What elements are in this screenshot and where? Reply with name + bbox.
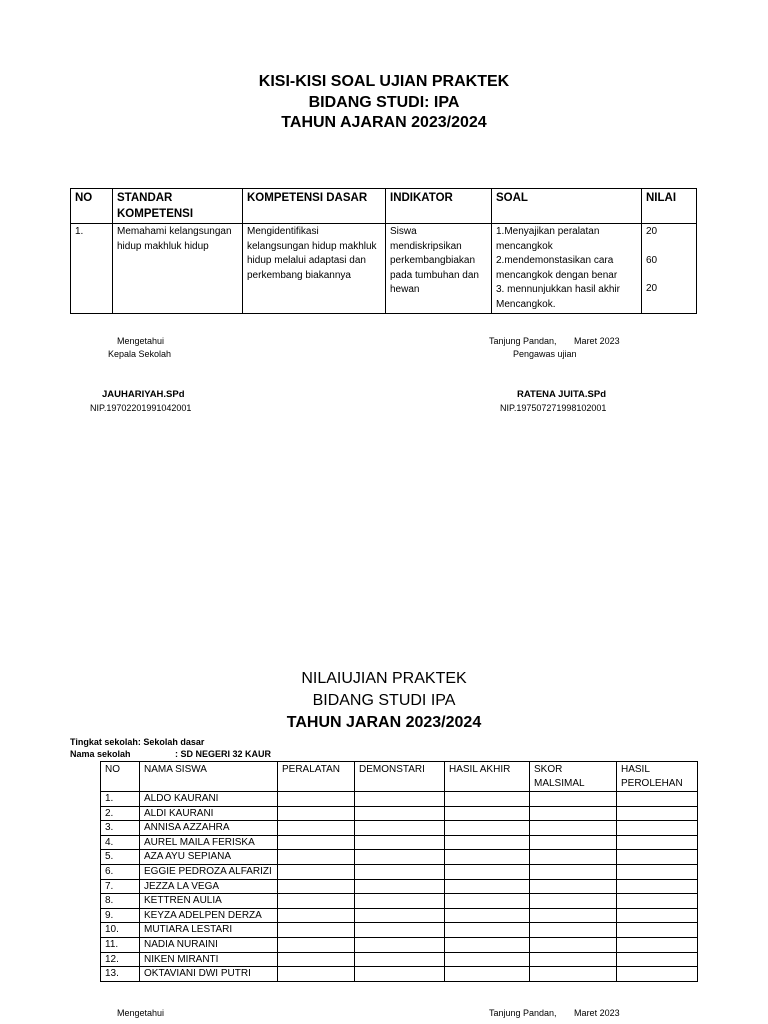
student-name: JEZZA LA VEGA: [140, 879, 278, 894]
score-demonstari: [355, 923, 445, 938]
score-peralatan: [278, 806, 355, 821]
student-row: [101, 821, 698, 836]
score-skor-maksimal: [530, 967, 617, 982]
student-row: [101, 894, 698, 909]
score-hasil-perolehan: [617, 908, 698, 923]
kisi-table: [70, 188, 697, 314]
score-skor-maksimal: [530, 879, 617, 894]
student-name: OKTAVIANI DWI PUTRI: [140, 967, 278, 982]
sig1-right-line1: Tanjung Pandan, Maret 2023: [489, 336, 620, 346]
student-name: ANNISA AZZAHRA: [140, 821, 278, 836]
student-name: KETTREN AULIA: [140, 894, 278, 909]
nilai-title-line-3: TAHUN JARAN 2023/2024: [286, 714, 482, 731]
nilai-header-skor: SKOR MALSIMAL: [530, 762, 617, 792]
score-hasil-akhir: [445, 879, 530, 894]
score-skor-maksimal: [530, 923, 617, 938]
student-row: [101, 850, 698, 865]
nilai-title: [0, 668, 768, 734]
student-no: 9.: [101, 908, 140, 923]
student-no: 7.: [101, 879, 140, 894]
student-no: 13.: [101, 967, 140, 982]
student-name: NADIA NURAINI: [140, 937, 278, 952]
student-name: ALDI KAURANI: [140, 806, 278, 821]
score-peralatan: [278, 894, 355, 909]
sig1-right-name: RATENA JUITA.SPd: [517, 389, 607, 400]
student-name: MUTIARA LESTARI: [140, 923, 278, 938]
score-demonstari: [355, 821, 445, 836]
score-hasil-akhir: [445, 894, 530, 909]
score-skor-maksimal: [530, 864, 617, 879]
soal-item-2: 2.mendemonstasikan cara mencangkok dengan benar: [496, 255, 618, 281]
kisi-header-soal: SOAL: [492, 189, 642, 224]
sig1-left-line1: Mengetahui: [117, 336, 165, 346]
student-no: 2.: [101, 806, 140, 821]
score-skor-maksimal: [530, 894, 617, 909]
score-peralatan: [278, 908, 355, 923]
student-no: 1.: [101, 792, 140, 807]
student-row: [101, 879, 698, 894]
score-demonstari: [355, 894, 445, 909]
score-hasil-perolehan: [617, 894, 698, 909]
nilai-table: [100, 761, 698, 982]
sig2-left-line1: Mengetahui: [117, 1008, 165, 1018]
score-peralatan: [278, 821, 355, 836]
student-name: EGGIE PEDROZA ALFARIZI: [140, 864, 278, 879]
student-row: [101, 908, 698, 923]
nilai-header-row: [101, 762, 698, 792]
score-skor-maksimal: [530, 908, 617, 923]
score-demonstari: [355, 835, 445, 850]
kisi-title-line-2: BIDANG STUDI: IPA: [308, 93, 460, 111]
kisi-row: [71, 224, 697, 314]
kisi-header-indikator: INDIKATOR: [386, 189, 492, 224]
score-peralatan: [278, 792, 355, 807]
kisi-title: [0, 72, 768, 134]
score-hasil-perolehan: [617, 967, 698, 982]
kisi-cell-standar: Memahami kelangsungan hidup makhluk hidup: [113, 224, 243, 314]
nilai-title-line-1: NILAIUJIAN PRAKTEK: [301, 670, 467, 687]
score-hasil-akhir: [445, 937, 530, 952]
score-hasil-perolehan: [617, 835, 698, 850]
student-row: [101, 835, 698, 850]
nama-sekolah-label: Nama sekolah: [70, 749, 131, 759]
score-demonstari: [355, 937, 445, 952]
kisi-header-nilai: NILAI: [642, 189, 697, 224]
kisi-cell-indikator: Siswa mendiskripsikan perkembangbiakan pada tumbuhan dan hewan: [386, 224, 492, 314]
sig1-right-line2: Pengawas ujian: [513, 349, 577, 359]
kisi-title-line-3: TAHUN AJARAN 2023/2024: [281, 114, 487, 131]
score-demonstari: [355, 792, 445, 807]
score-demonstari: [355, 864, 445, 879]
nilai-header-nama: NAMA SISWA: [140, 762, 278, 792]
score-hasil-perolehan: [617, 923, 698, 938]
score-peralatan: [278, 864, 355, 879]
nilai-header-peralatan: PERALATAN: [278, 762, 355, 792]
student-no: 11.: [101, 937, 140, 952]
score-hasil-akhir: [445, 923, 530, 938]
score-skor-maksimal: [530, 850, 617, 865]
student-no: 4.: [101, 835, 140, 850]
sig1-right-nip: NIP.197507271998102001: [500, 403, 607, 413]
score-peralatan: [278, 952, 355, 967]
score-hasil-akhir: [445, 908, 530, 923]
kisi-cell-no: 1.: [71, 224, 113, 314]
score-peralatan: [278, 923, 355, 938]
score-demonstari: [355, 806, 445, 821]
school-info: [70, 736, 271, 760]
score-demonstari: [355, 850, 445, 865]
score-hasil-perolehan: [617, 879, 698, 894]
score-peralatan: [278, 967, 355, 982]
student-row: [101, 937, 698, 952]
student-row: [101, 952, 698, 967]
score-hasil-akhir: [445, 850, 530, 865]
student-row: [101, 967, 698, 982]
student-name: AZA AYU SEPIANA: [140, 850, 278, 865]
score-hasil-perolehan: [617, 806, 698, 821]
score-hasil-perolehan: [617, 850, 698, 865]
nama-sekolah-value: : SD NEGERI 32 KAUR: [175, 749, 272, 759]
kisi-header-standar: STANDAR KOMPETENSI: [113, 189, 243, 224]
score-hasil-perolehan: [617, 952, 698, 967]
nilai-title-line-2: BIDANG STUDI IPA: [312, 692, 456, 709]
score-skor-maksimal: [530, 835, 617, 850]
student-no: 10.: [101, 923, 140, 938]
student-name: KEYZA ADELPEN DERZA: [140, 908, 278, 923]
student-no: 6.: [101, 864, 140, 879]
nilai-header-perolehan: HASIL PEROLEHAN: [617, 762, 698, 792]
kisi-cell-kompetensi: Mengidentifikasi kelangsungan hidup makhluk hidup melalui adaptasi dan perkembang biakannya: [243, 224, 386, 314]
kisi-header-kompetensi: KOMPETENSI DASAR: [243, 189, 386, 224]
score-hasil-akhir: [445, 967, 530, 982]
student-no: 3.: [101, 821, 140, 836]
nilai-value-3: 20: [646, 283, 658, 294]
score-hasil-akhir: [445, 792, 530, 807]
score-hasil-akhir: [445, 835, 530, 850]
score-skor-maksimal: [530, 821, 617, 836]
score-skor-maksimal: [530, 952, 617, 967]
nilai-header-no: NO: [101, 762, 140, 792]
student-no: 5.: [101, 850, 140, 865]
student-no: 8.: [101, 894, 140, 909]
score-hasil-perolehan: [617, 937, 698, 952]
kisi-header-no: NO: [71, 189, 113, 224]
soal-item-3: 3. mennunjukkan hasil akhir Mencangkok.: [496, 284, 620, 310]
soal-item-1: 1.Menyajikan peralatan mencangkok: [496, 226, 600, 252]
score-hasil-akhir: [445, 864, 530, 879]
student-name: NIKEN MIRANTI: [140, 952, 278, 967]
kisi-cell-nilai: [642, 224, 697, 314]
nilai-header-demonstari: DEMONSTARI: [355, 762, 445, 792]
score-peralatan: [278, 850, 355, 865]
score-demonstari: [355, 908, 445, 923]
student-no: 12.: [101, 952, 140, 967]
kisi-header-row: [71, 189, 697, 224]
score-skor-maksimal: [530, 937, 617, 952]
score-peralatan: [278, 879, 355, 894]
score-hasil-perolehan: [617, 864, 698, 879]
student-row: [101, 923, 698, 938]
sig1-left-name: JAUHARIYAH.SPd: [102, 389, 185, 400]
student-name: ALDO KAURANI: [140, 792, 278, 807]
sig1-left-nip: NIP.19702201991042001: [90, 403, 192, 413]
student-row: [101, 792, 698, 807]
score-demonstari: [355, 952, 445, 967]
student-row: [101, 864, 698, 879]
student-name: AUREL MAILA FERISKA: [140, 835, 278, 850]
score-demonstari: [355, 967, 445, 982]
nilai-value-1: 20: [646, 226, 658, 237]
score-hasil-akhir: [445, 806, 530, 821]
tingkat-sekolah: Tingkat sekolah: Sekolah dasar: [70, 737, 205, 747]
score-demonstari: [355, 879, 445, 894]
score-skor-maksimal: [530, 806, 617, 821]
score-peralatan: [278, 937, 355, 952]
score-hasil-akhir: [445, 952, 530, 967]
score-hasil-perolehan: [617, 821, 698, 836]
student-row: [101, 806, 698, 821]
score-skor-maksimal: [530, 792, 617, 807]
sig2-right-line1: Tanjung Pandan, Maret 2023: [489, 1008, 620, 1018]
sig1-left-line2: Kepala Sekolah: [108, 349, 172, 359]
student-rows: [101, 792, 698, 982]
nilai-header-hasil-akhir: HASIL AKHIR: [445, 762, 530, 792]
score-hasil-perolehan: [617, 792, 698, 807]
score-hasil-akhir: [445, 821, 530, 836]
kisi-cell-soal: [492, 224, 642, 314]
nilai-value-2: 60: [646, 254, 658, 266]
kisi-title-line-1: KISI-KISI SOAL UJIAN PRAKTEK: [258, 73, 510, 90]
score-peralatan: [278, 835, 355, 850]
